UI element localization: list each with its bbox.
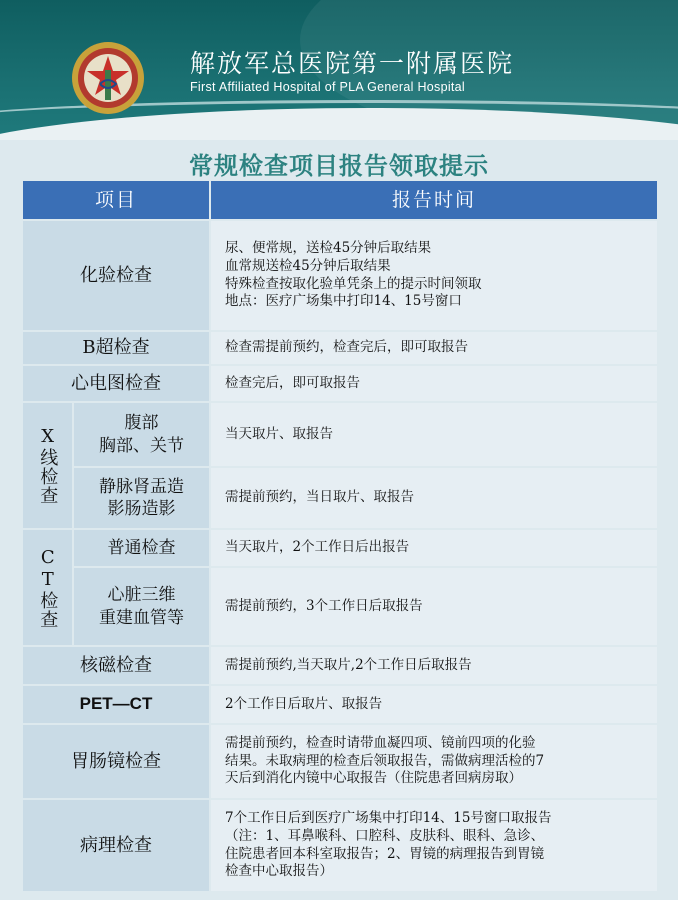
time-ct-normal: 当天取片，2个工作日后出报告 <box>211 530 657 566</box>
group-ct: CT检查 <box>23 530 72 645</box>
time-ct-cardiac: 需提前预约，3个工作日后取报告 <box>211 568 657 645</box>
item-petct: PET—CT <box>23 686 209 723</box>
time-endoscopy <box>211 725 657 798</box>
hospital-name-cn: 解放军总医院第一附属医院 <box>190 49 515 78</box>
item-lab-test: 化验检查 <box>23 221 209 330</box>
item-ecg: 心电图检查 <box>23 366 209 401</box>
item-xray-ivp <box>74 468 209 528</box>
pathology-line-3: 住院患者回本科室取报告；2、胃镜的病理报告到胃镜 <box>225 845 545 862</box>
time-petct: 2个工作日后取片、取报告 <box>211 686 657 723</box>
lab-line-3: 特殊检查按取化验单凭条上的提示时间领取 <box>225 275 482 292</box>
time-bscan: 检查需提前预约，检查完后，即可取报告 <box>211 332 657 364</box>
xray-ivp-line-1: 静脉肾盂造 <box>99 476 184 497</box>
item-pathology: 病理检查 <box>23 800 209 891</box>
pathology-line-4: 检查中心取报告） <box>225 863 333 880</box>
item-endoscopy: 胃肠镜检查 <box>23 725 209 798</box>
report-table <box>23 181 655 893</box>
time-lab-test <box>211 221 657 330</box>
hospital-header <box>0 0 678 140</box>
page-title: 常规检查项目报告领取提示 <box>189 151 489 180</box>
lab-line-2: 血常规送检45分钟后取结果 <box>225 257 391 274</box>
time-pathology <box>211 800 657 891</box>
pathology-line-1: 7个工作日后到医疗广场集中打印14、15号窗口取报告 <box>225 810 552 827</box>
time-mri: 需提前预约,当天取片,2个工作日后取报告 <box>211 647 657 684</box>
xray-abdomen-line-1: 腹部 <box>124 413 159 434</box>
hospital-name-en: First Affiliated Hospital of PLA General Hospital <box>190 80 466 94</box>
item-ct-cardiac <box>74 568 209 645</box>
column-header-item: 项目 <box>23 181 209 219</box>
column-header-time: 报告时间 <box>211 181 657 219</box>
endoscopy-line-1: 需提前预约，检查时请带血凝四项、镜前四项的化验 <box>225 735 536 752</box>
ct-cardiac-line-2: 重建血管等 <box>99 607 184 628</box>
time-ecg: 检查完后，即可取报告 <box>211 366 657 401</box>
endoscopy-line-2: 结果。未取病理的检查后领取报告，需做病理活检的7 <box>225 752 545 769</box>
xray-abdomen-line-2: 胸部、关节 <box>99 435 184 456</box>
time-xray-abdomen: 当天取片、取报告 <box>211 403 657 466</box>
ct-cardiac-line-1: 心脏三维 <box>107 585 176 606</box>
pathology-line-2: （注：1、耳鼻喉科、口腔科、皮肤科、眼科、急诊、 <box>225 827 545 844</box>
lab-line-4: 地点：医疗广场集中打印14、15号窗口 <box>225 293 462 310</box>
item-xray-abdomen <box>74 403 209 466</box>
time-xray-ivp: 需提前预约，当日取片、取报告 <box>211 468 657 528</box>
hospital-logo-icon <box>70 40 146 116</box>
item-ct-normal: 普通检查 <box>74 530 209 566</box>
lab-line-1: 尿、便常规，送检45分钟后取结果 <box>225 240 432 257</box>
item-bscan: B超检查 <box>23 332 209 364</box>
xray-ivp-line-2: 影肠造影 <box>107 499 176 519</box>
endoscopy-line-3: 天后到消化内镜中心取报告（住院患者回病房取） <box>225 770 522 787</box>
group-xray: X线检查 <box>23 403 72 528</box>
item-mri: 核磁检查 <box>23 647 209 684</box>
